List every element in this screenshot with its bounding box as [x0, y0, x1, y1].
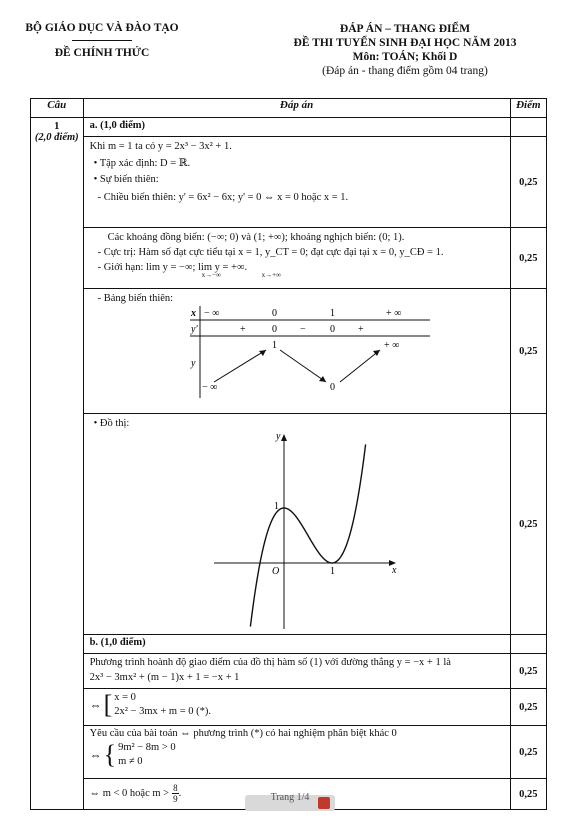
question-cell	[31, 118, 84, 810]
vt-yp-val: 0	[329, 324, 335, 335]
vt-y-val: 1	[271, 340, 277, 351]
table-row	[31, 414, 547, 635]
table-row	[31, 635, 547, 654]
table-row	[31, 118, 547, 137]
answer-block-1	[83, 137, 510, 228]
score-cell	[510, 414, 546, 635]
table-row	[31, 654, 547, 689]
vt-y-val: 0	[329, 382, 335, 393]
answer-line: • Đồ thị:	[93, 418, 130, 429]
vt-y-label: y	[190, 358, 196, 369]
system-line: 2x² − 3mx + m = 0 (*).	[114, 706, 211, 717]
subject-line: Môn: TOÁN; Khối D	[352, 51, 458, 63]
answer-block-2	[83, 228, 510, 289]
part-a-header	[83, 118, 510, 137]
header-rule	[72, 40, 132, 41]
system-line: 9m² − 8m > 0	[118, 742, 176, 753]
answer-line: 2x³ − 3mx² + (m − 1)x + 1 = −x + 1	[89, 672, 240, 683]
answer-line: ⇔ m < 0 hoặc m >	[89, 788, 170, 799]
answer-line: - Bảng biến thiên:	[97, 293, 174, 304]
brace-symbol: {	[103, 740, 117, 769]
score-cell	[510, 289, 546, 414]
vt-yp-val: 0	[271, 324, 277, 335]
answer-block-7	[83, 726, 510, 779]
col-header-cau: Câu	[31, 99, 84, 118]
doc-title: ĐÁP ÁN – THANG ĐIỂM	[339, 23, 471, 35]
vt-x-val: 0	[271, 308, 277, 319]
limit-subscripts	[84, 273, 510, 281]
answer-block-3	[83, 289, 510, 414]
score-cell	[510, 228, 546, 289]
answer-line: • Sự biến thiên:	[93, 174, 159, 185]
score-value: 0,25	[519, 788, 538, 800]
y-tick-label: 1	[273, 501, 279, 512]
part-a-label: a. (1,0 điểm)	[89, 120, 145, 131]
limit-sub: x→−∞	[201, 271, 222, 279]
vt-x-label: x	[190, 308, 196, 319]
origin-label: O	[271, 566, 279, 577]
y-axis-arrow	[281, 434, 287, 441]
score-cell-empty	[510, 118, 546, 137]
vt-yp-val: +	[357, 324, 364, 335]
vt-arrowhead	[259, 350, 266, 356]
score-cell	[510, 137, 546, 228]
fraction-numerator: 8	[173, 783, 178, 793]
header-right	[240, 22, 570, 78]
score-cell	[510, 654, 546, 689]
answer-line: Khi m = 1 ta có y = 2x³ − 3x² + 1.	[89, 141, 232, 152]
score-value: 0,25	[519, 665, 538, 677]
function-graph	[84, 429, 504, 633]
bracket-symbol: [	[103, 690, 113, 719]
table-row	[31, 228, 547, 289]
official-label: ĐỀ CHÍNH THỨC	[54, 47, 150, 59]
vt-yp-val: −	[299, 324, 306, 335]
part-b-header	[83, 635, 510, 654]
vt-arrowhead	[319, 376, 326, 382]
system-braces	[84, 739, 510, 769]
system-line: x = 0	[114, 692, 136, 703]
col-header-dapan: Đáp án	[83, 99, 510, 118]
answer-line: - Giới hạn: lim y = −∞; lim y = +∞.	[97, 262, 248, 273]
score-value: 0,25	[519, 252, 538, 264]
y-axis-label: y	[275, 431, 281, 442]
answer-line: Các khoảng đồng biến: (−∞; 0) và (1; +∞); khoảng nghịch biến: (0; 1).	[107, 232, 405, 243]
vt-arrow-down	[280, 350, 326, 382]
score-cell	[510, 726, 546, 779]
answer-line: Phương trình hoành độ giao điểm của đồ thị hàm số (1) với đường thẳng y = −x + 1 là	[89, 657, 451, 668]
answer-line: - Cực trị: Hàm số đạt cực tiểu tại x = 1, y_CT = 0; đạt cực đại tại x = 0, y_CĐ = 1.	[97, 247, 444, 258]
system-brackets	[84, 689, 510, 719]
equivalence-symbol: ⇔	[89, 697, 102, 712]
vt-x-val: − ∞	[203, 308, 219, 319]
vt-yp-label: y'	[190, 324, 198, 335]
table-row	[31, 689, 547, 726]
header-left	[22, 22, 182, 59]
limit-sub: x→+∞	[261, 271, 282, 279]
answer-block-5	[83, 654, 510, 689]
vt-y-val: − ∞	[201, 382, 217, 393]
table-row	[31, 726, 547, 779]
system-line: m ≠ 0	[118, 756, 143, 767]
question-points: (2,0 điểm)	[34, 132, 79, 143]
system-lines	[118, 741, 176, 769]
answer-line: • Tập xác định: D = ℝ.	[93, 158, 191, 169]
x-axis-label: x	[391, 565, 397, 576]
question-number: 1	[54, 121, 60, 132]
exam-title: ĐỀ THI TUYỂN SINH ĐẠI HỌC NĂM 2013	[293, 37, 517, 49]
variation-table	[90, 304, 510, 400]
fraction-denominator: 9	[173, 794, 178, 804]
score-value: 0,25	[519, 746, 538, 758]
score-value: 0,25	[519, 701, 538, 713]
vt-x-val: + ∞	[385, 308, 401, 319]
table-row	[31, 289, 547, 414]
table-header-row	[31, 99, 547, 118]
score-value: 0,25	[519, 518, 538, 530]
vt-y-val: + ∞	[383, 340, 399, 351]
part-b-label: b. (1,0 điểm)	[89, 637, 146, 648]
x-tick-label: 1	[329, 566, 335, 577]
score-cell	[510, 689, 546, 726]
period: .	[178, 788, 182, 799]
vt-arrow-up	[214, 350, 266, 382]
cubic-curve	[250, 444, 365, 626]
page-footer: Trang 1/4	[270, 792, 310, 803]
vt-yp-val: +	[239, 324, 246, 335]
score-value: 0,25	[519, 345, 538, 357]
answer-table	[30, 98, 547, 810]
page-count-note: (Đáp án - thang điểm gồm 04 trang)	[322, 65, 488, 77]
col-header-diem: Điểm	[510, 99, 546, 118]
equivalence-symbol: ⇔	[89, 747, 102, 762]
answer-block-4	[83, 414, 510, 635]
vt-x-val: 1	[329, 308, 335, 319]
answer-block-6	[83, 689, 510, 726]
answer-line: Yêu cầu của bài toán ⇔ phương trình (*) có hai nghiệm phân biệt khác 0	[89, 728, 397, 739]
score-value: 0,25	[519, 176, 538, 188]
vt-arrow-up	[340, 350, 380, 382]
score-cell-empty	[510, 635, 546, 654]
org-name: BỘ GIÁO DỤC VÀ ĐÀO TẠO	[25, 22, 179, 34]
system-lines	[114, 691, 211, 719]
answer-line: - Chiều biến thiên: y' = 6x² − 6x; y' = 0 ⇔ x = 0 hoặc x = 1.	[97, 192, 349, 203]
table-row	[31, 137, 547, 228]
